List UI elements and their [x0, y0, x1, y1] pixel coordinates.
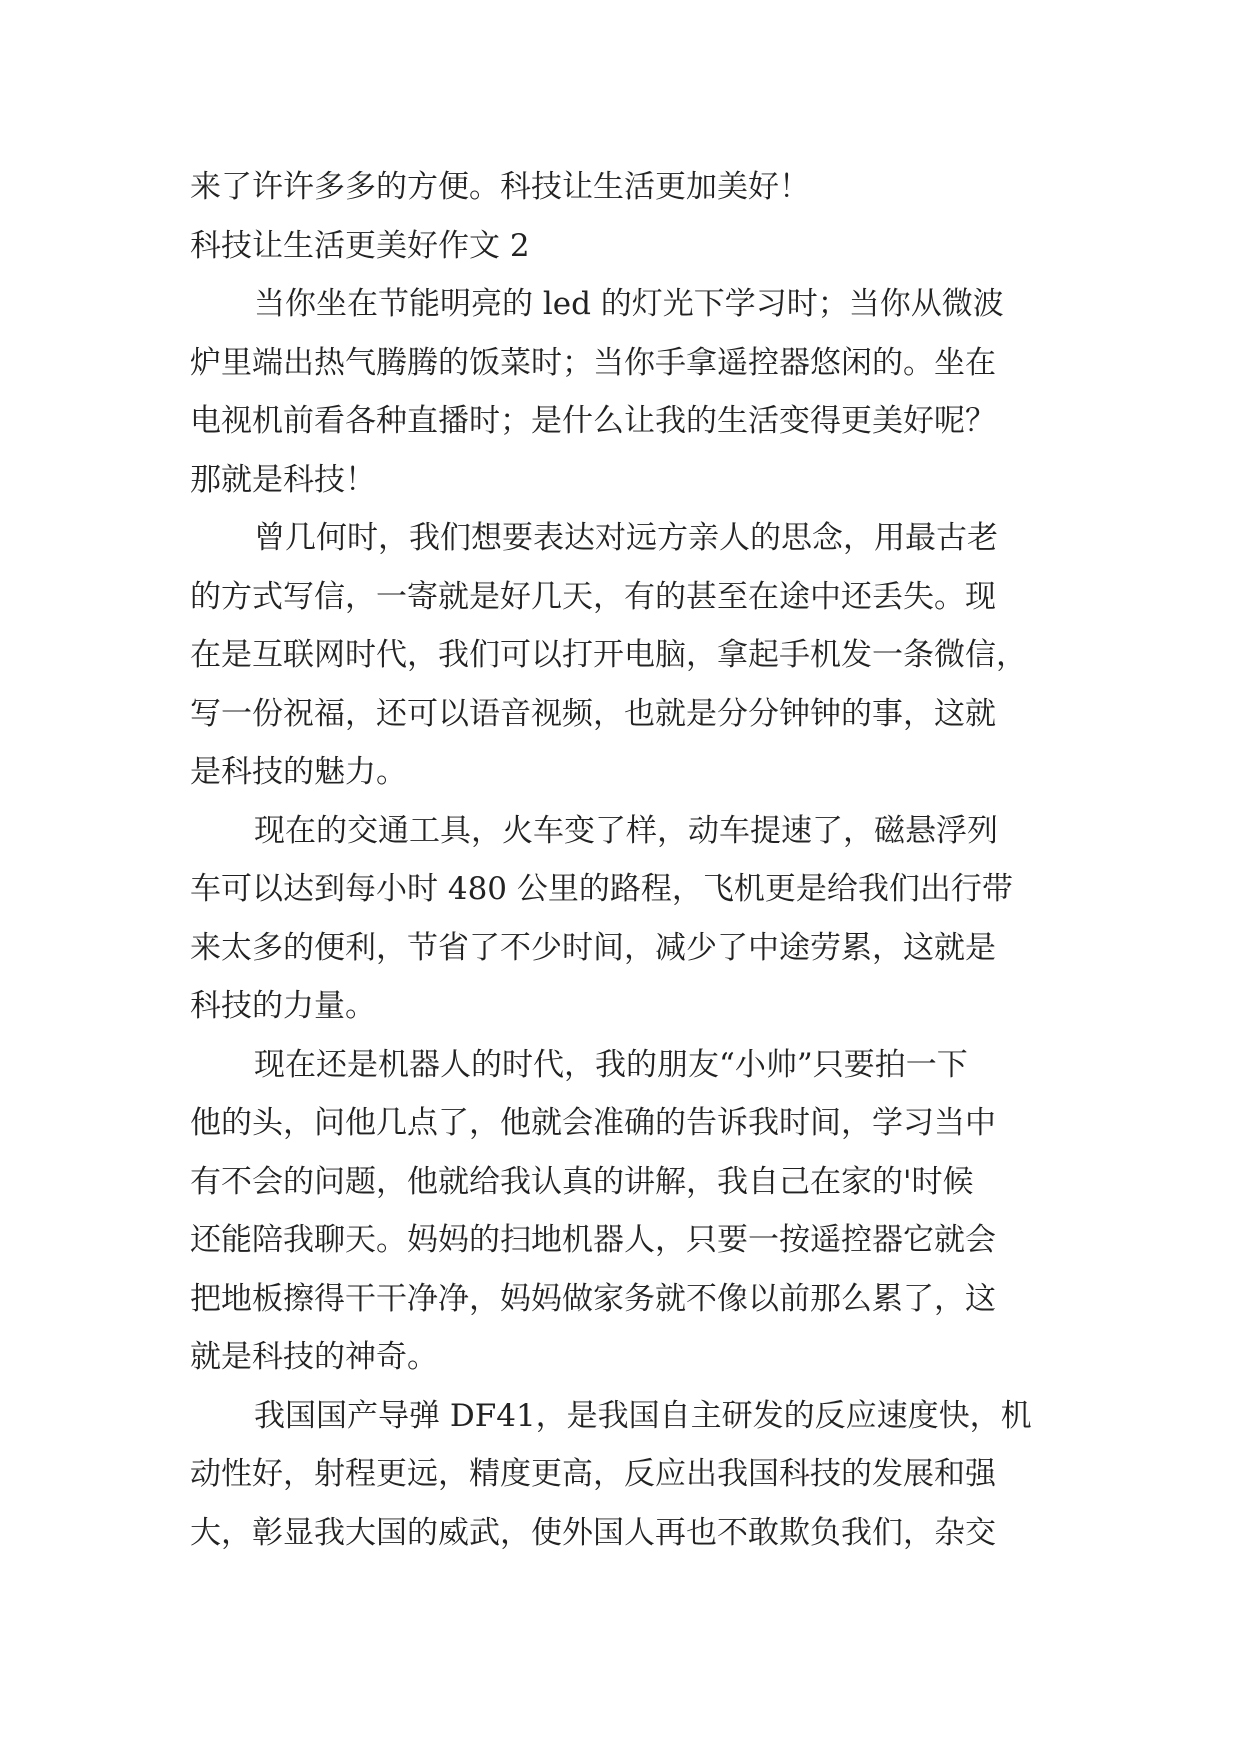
- text-line: 电视机前看各种直播时；是什么让我的生活变得更美好呢？: [190, 403, 996, 439]
- text-line: 现在的交通工具，火车变了样，动车提速了，磁悬浮列: [254, 812, 998, 849]
- text-line: 曾几何时，我们想要表达对远方亲人的思念，用最古老: [254, 520, 998, 556]
- essay-title: 科技让生活更美好作文 2: [190, 227, 530, 264]
- text-line: 大，彰显我大国的威武，使外国人再也不敢欺负我们，杂交: [190, 1514, 996, 1551]
- text-line: 当你坐在节能明亮的 led 的灯光下学习时；当你从微波: [254, 286, 1004, 322]
- text-line: 来了许许多多的方便。科技让生活更加美好！: [190, 169, 810, 205]
- text-line: 炉里端出热气腾腾的饭菜时；当你手拿遥控器悠闲的。坐在: [190, 344, 996, 381]
- text-line: 现在还是机器人的时代，我的朋友“小帅”只要拍一下: [254, 1046, 968, 1083]
- text-line: 写一份祝福，还可以语音视频，也就是分分钟钟的事，这就: [190, 695, 996, 732]
- text-line: 我国国产导弹 DF41，是我国自主研发的反应速度快，机: [254, 1397, 1032, 1434]
- text-line: 那就是科技！: [190, 461, 376, 498]
- text-line: 把地板擦得干干净净，妈妈做家务就不像以前那么累了，这: [190, 1280, 996, 1317]
- text-line: 动性好，射程更远，精度更高，反应出我国科技的发展和强: [190, 1456, 996, 1492]
- text-line: 来太多的便利，节省了不少时间，减少了中途劳累，这就是: [190, 929, 996, 966]
- text-line: 车可以达到每小时 480 公里的路程，飞机更是给我们出行带: [190, 871, 1013, 907]
- text-line: 就是科技的神奇。: [190, 1339, 438, 1375]
- text-line: 他的头，问他几点了，他就会准确的告诉我时间，学习当中: [190, 1105, 996, 1141]
- text-line: 是科技的魅力。: [190, 754, 407, 790]
- text-line: 还能陪我聊天。妈妈的扫地机器人，只要一按遥控器它就会: [190, 1222, 996, 1258]
- document-body: [190, 158, 1060, 1562]
- text-line: 在是互联网时代，我们可以打开电脑，拿起手机发一条微信，: [190, 637, 1027, 673]
- text-line: 有不会的问题，他就给我认真的讲解，我自己在家的'时候: [190, 1163, 974, 1200]
- text-line: 的方式写信，一寄就是好几天，有的甚至在途中还丢失。现: [190, 578, 996, 615]
- text-line: 科技的力量。: [190, 988, 376, 1024]
